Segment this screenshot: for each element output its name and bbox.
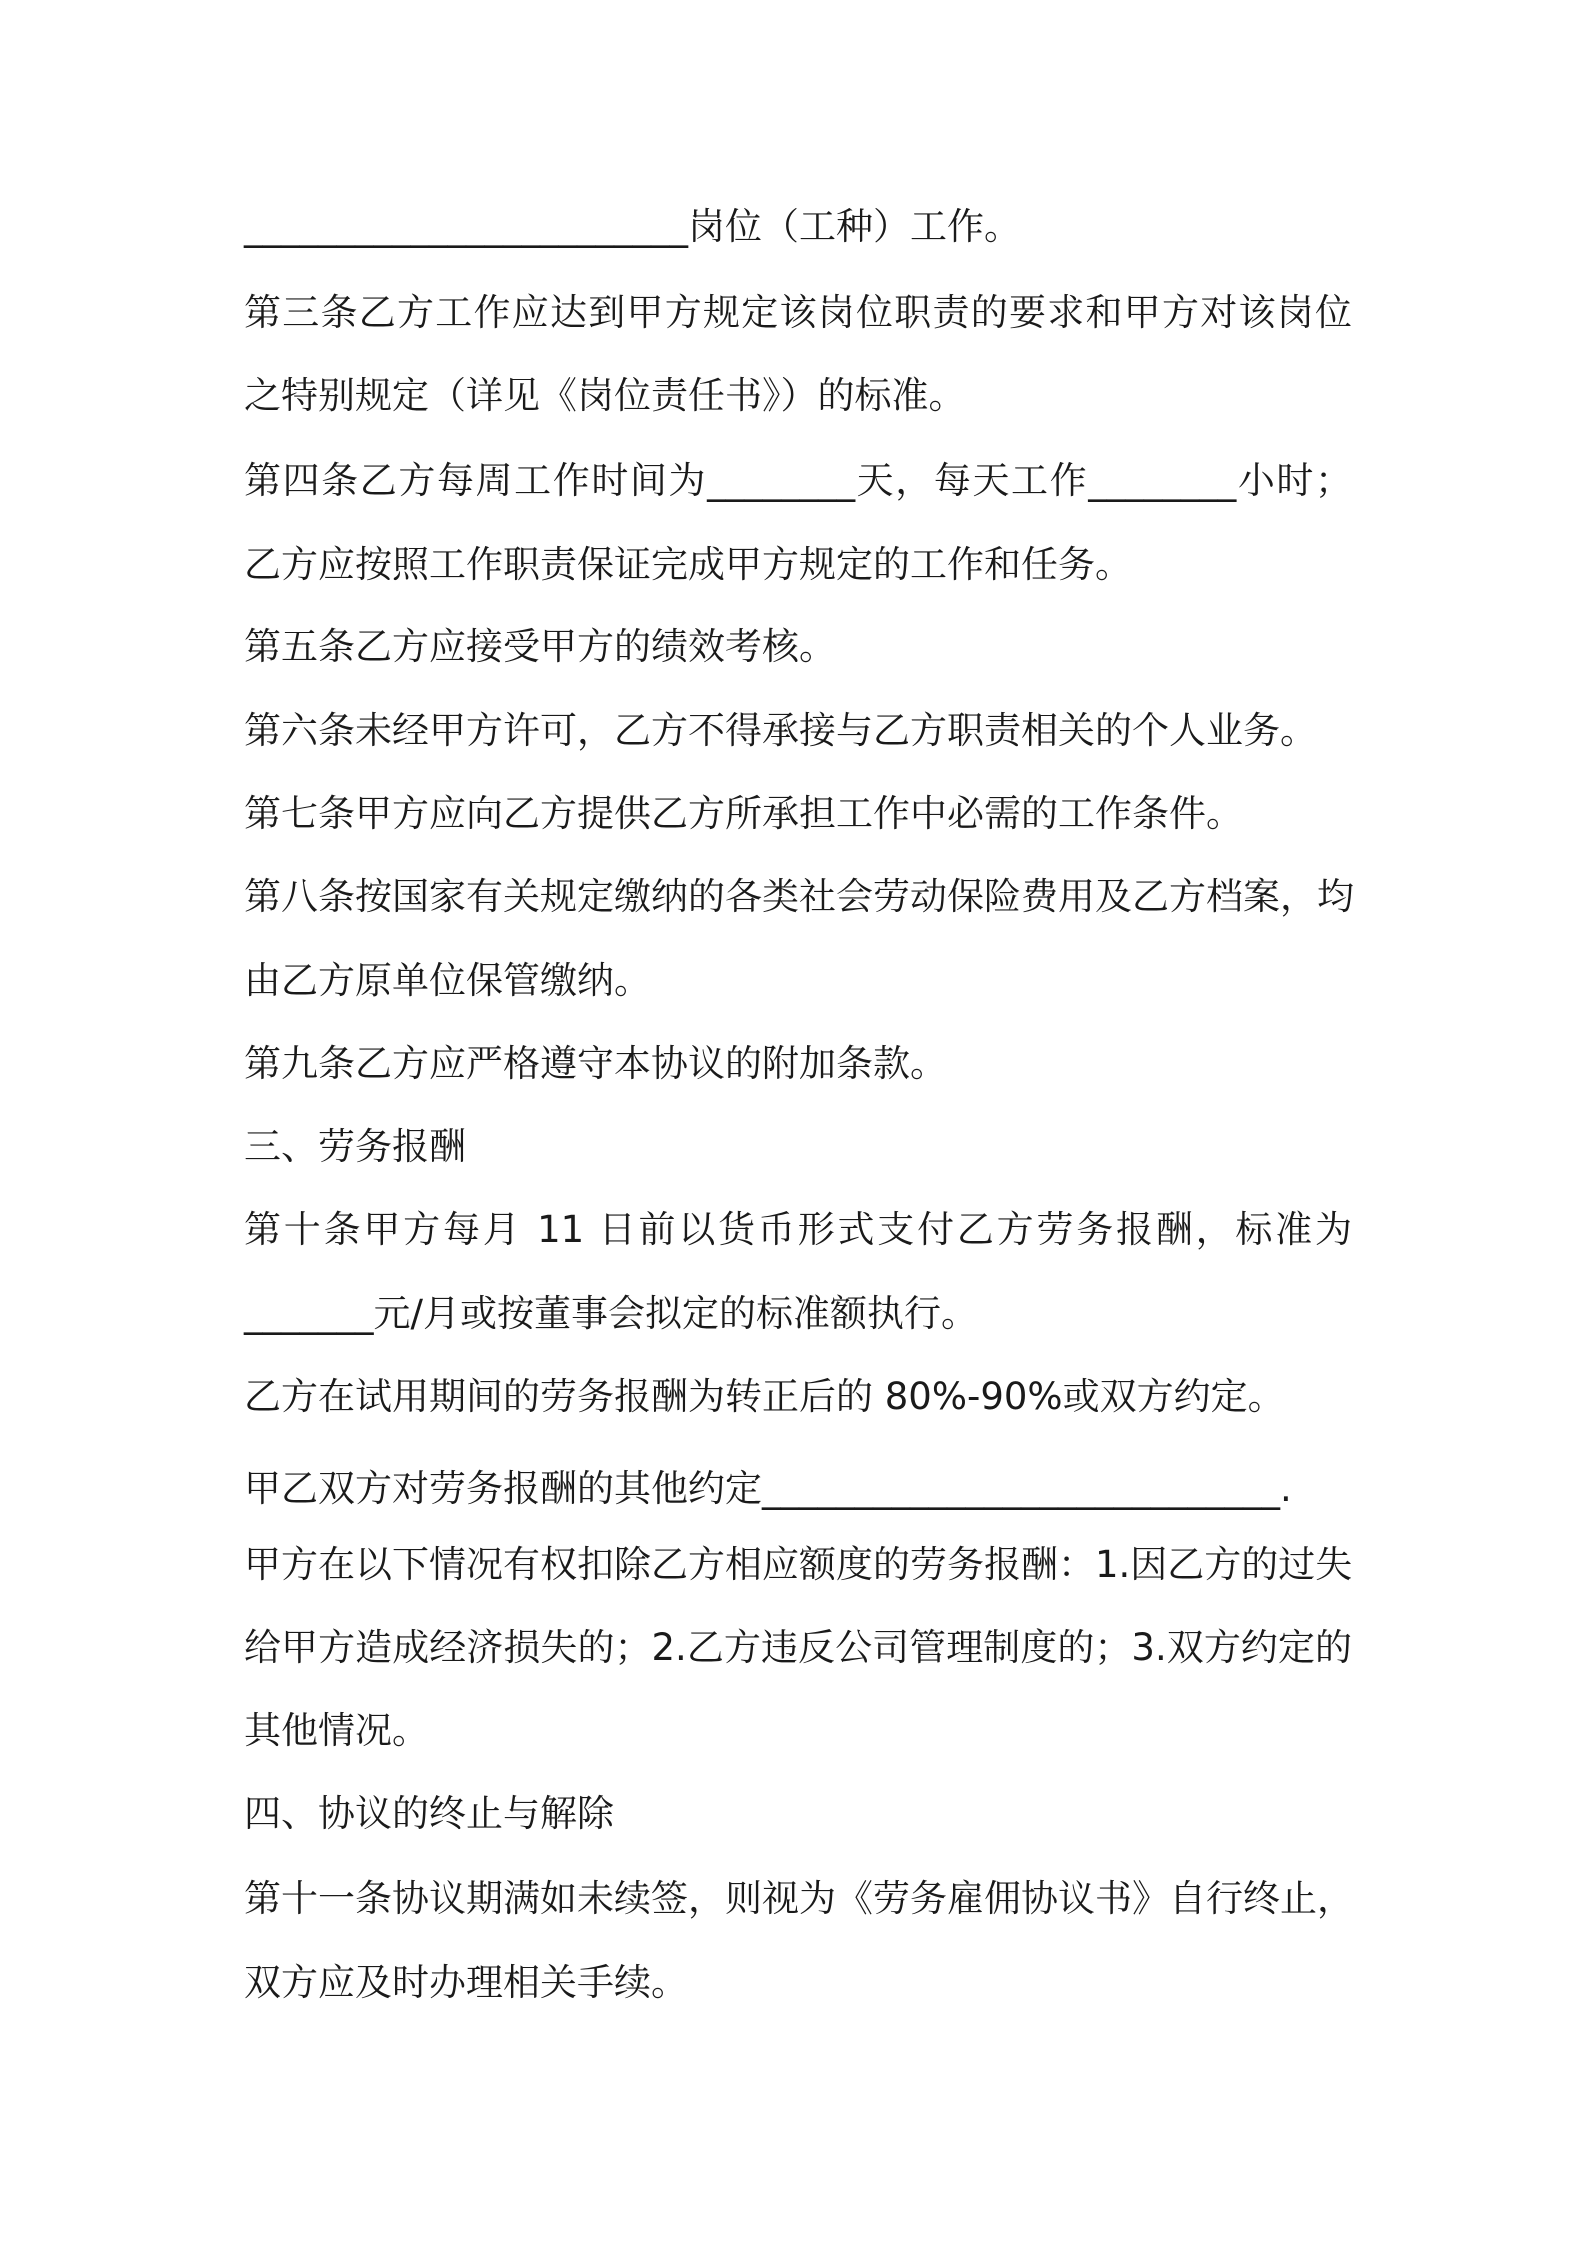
section-heading-remuneration: 三、劳务报酬 [244,1125,466,1168]
article-9: 第九条乙方应严格遵守本协议的附加条款。 [244,1042,947,1085]
article-3-line-2: 之特别规定（详见《岗位责任书》）的标准。 [244,374,966,417]
article-8-line-1: 第八条按国家有关规定缴纳的各类社会劳动保险费用及乙方档案，均 [244,875,1354,918]
article-4-line-2: 乙方应按照工作职责保证完成甲方规定的工作和任务。 [244,543,1132,586]
article-11-line-2: 双方应及时办理相关手续。 [244,1961,688,2004]
job-position-line: ________________________岗位（工种）工作。 [244,205,1021,248]
probation-remuneration: 乙方在试用期间的劳务报酬为转正后的 80%-90%或双方约定。 [244,1375,1285,1418]
article-8-line-2: 由乙方原单位保管缴纳。 [244,959,651,1002]
deduction-clause-line-1: 甲方在以下情况有权扣除乙方相应额度的劳务报酬：1.因乙方的过失 [244,1543,1353,1586]
article-5: 第五条乙方应接受甲方的绩效考核。 [244,625,836,668]
other-remuneration-agreement: 甲乙双方对劳务报酬的其他约定____________________________. [244,1467,1292,1510]
article-4-line-1: 第四条乙方每周工作时间为________天，每天工作________小时； [244,459,1352,502]
deduction-clause-line-3: 其他情况。 [244,1709,429,1752]
article-10-line-2: _______元/月或按董事会拟定的标准额执行。 [244,1292,978,1335]
article-10-line-1: 第十条甲方每月 11 日前以货币形式支付乙方劳务报酬，标准为 [244,1208,1352,1251]
section-heading-termination: 四、协议的终止与解除 [244,1792,614,1835]
article-11-line-1: 第十一条协议期满如未续签，则视为《劳务雇佣协议书》自行终止， [244,1877,1354,1920]
article-6: 第六条未经甲方许可，乙方不得承接与乙方职责相关的个人业务。 [244,709,1317,752]
article-3-line-1: 第三条乙方工作应达到甲方规定该岗位职责的要求和甲方对该岗位 [244,291,1352,334]
article-7: 第七条甲方应向乙方提供乙方所承担工作中必需的工作条件。 [244,792,1243,835]
deduction-clause-line-2: 给甲方造成经济损失的；2.乙方违反公司管理制度的；3.双方约定的 [244,1626,1352,1669]
